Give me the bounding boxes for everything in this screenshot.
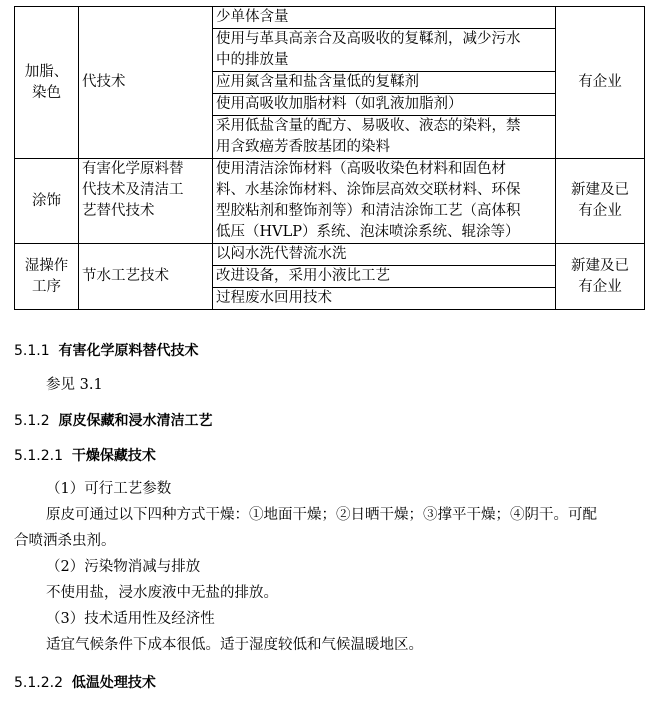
item-text: 改进设备，采用小液比工艺 [216,268,390,284]
section-title: 原皮保藏和浸水清洁工艺 [58,413,213,429]
section-title: 低温处理技术 [71,675,156,691]
category-label: 加脂、 [24,63,69,80]
technique-label: 代技术 [82,74,126,90]
technique-cell [79,7,213,159]
paragraph-line: 合喷洒杀虫剂。 [14,533,116,549]
applicability-label: 有企业 [578,278,622,295]
section-heading-5-1-2-1 [14,445,156,465]
paragraph: 不使用盐，浸水废液中无盐的排放。 [46,585,278,601]
item-text: 用含致癌芳香胺基团的染料 [216,139,390,155]
applicability-label: 新建及已 [571,182,629,198]
item-text: 低压（HVLP）系统、泡沫喷涂系统、辊涂等） [216,224,520,240]
item-text: 采用低盐含量的配方、易吸收、液态的染料，禁 [216,118,521,134]
technique-cell [79,244,213,310]
category-cell [15,7,79,159]
category-cell [15,159,79,244]
applicability-cell [556,7,645,159]
applicability-label: 有企业 [578,74,622,90]
item-text: 使用清洁涂饰材料（高吸收染色材料和固色材 [216,161,506,177]
sub-heading: （2）污染物消减与排放 [46,559,201,575]
section-number: 5.1.2 [14,413,50,429]
table-row [15,7,645,29]
category-cell [15,244,79,310]
item-cell [213,244,556,266]
section-title: 有害化学原料替代技术 [58,343,199,359]
item-text: 过程废水回用技术 [216,290,332,306]
technique-label: 有害化学原料替 [82,161,184,177]
section-number: 5.1.2.1 [14,448,63,464]
item-text: 型胶粘剂和整饰剂等）和清洁涂饰工艺（高体积 [216,203,521,219]
item-cell [213,116,556,159]
item-text: 以闷水洗代替流水洗 [216,246,347,262]
technique-label: 节水工艺技术 [82,268,169,284]
applicability-cell [556,244,645,310]
item-text: 使用高吸收加脂材料（如乳液加脂剂） [216,96,463,112]
section-number: 5.1.1 [14,343,50,359]
item-text: 使用与革具高亲合及高吸收的复鞣剂，减少污水 [216,31,521,47]
technique-cell [79,159,213,244]
techniques-table [14,6,645,310]
section-title: 干燥保藏技术 [71,448,156,464]
paragraph-line: 原皮可通过以下四种方式干燥：①地面干燥；②日晒干燥；③撑平干燥；④阴干。可配 [46,507,597,523]
applicability-label: 新建及已 [571,257,629,274]
applicability-label: 有企业 [578,203,622,219]
section-number: 5.1.2.2 [14,675,63,691]
section-body: 参见 3.1 [46,377,103,393]
item-cell [213,29,556,72]
item-cell [213,288,556,310]
sub-heading: （1）可行工艺参数 [46,481,172,497]
item-cell [213,159,556,244]
category-label: 染色 [32,84,61,101]
section-heading-5-1-2 [14,410,213,430]
section-heading-5-1-2-2 [14,672,156,692]
table-row [15,159,645,244]
sub-heading: （3）技术适用性及经济性 [46,611,215,627]
item-text: 应用氮含量和盐含量低的复鞣剂 [216,74,419,90]
category-label: 工序 [32,278,61,295]
technique-label: 代技术及清洁工 [82,182,184,198]
item-cell [213,94,556,116]
table-row [15,244,645,266]
category-label: 湿操作 [24,257,69,274]
item-cell [213,7,556,29]
item-cell [213,72,556,94]
applicability-cell [556,159,645,244]
category-label: 涂饰 [32,192,61,209]
technique-label: 艺替代技术 [82,203,155,219]
item-text: 中的排放量 [216,52,289,68]
paragraph: 适宜气候条件下成本很低。适于湿度较低和气候温暖地区。 [46,637,423,653]
item-text: 料、水基涂饰材料、涂饰层高效交联材料、环保 [216,182,521,198]
item-cell [213,266,556,288]
section-heading-5-1-1 [14,340,199,360]
item-text: 少单体含量 [216,9,289,25]
